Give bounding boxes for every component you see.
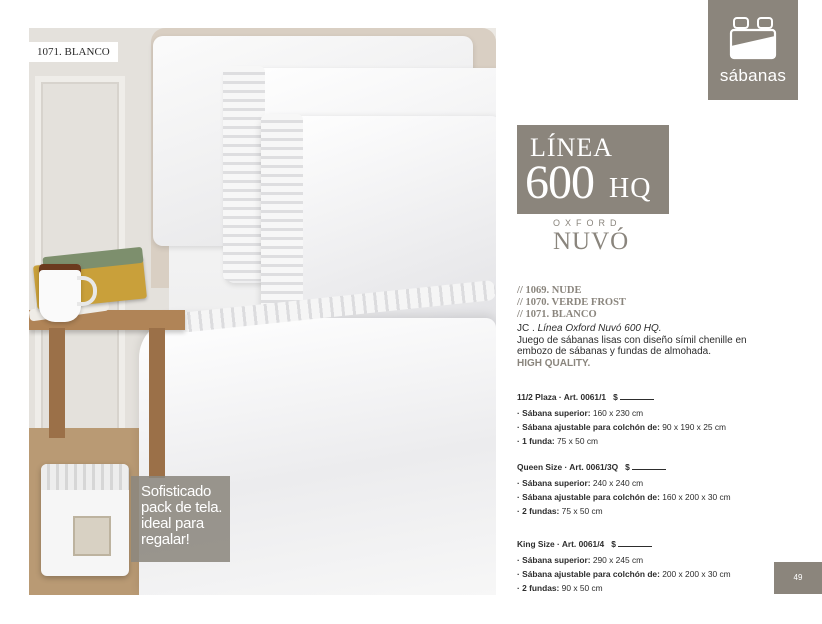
size-line-value: 240 x 240 cm (592, 478, 644, 488)
size-line-label: · 2 fundas: (517, 583, 560, 594)
size-line-label: · Sábana ajustable para colchón de: (517, 569, 660, 580)
category-label: sábanas (719, 66, 787, 85)
size-title: King Size · Art. 0061/4 (517, 539, 605, 549)
size-line-value: 160 x 200 x 30 cm (662, 492, 731, 503)
size-heading (517, 391, 777, 403)
size-line (517, 476, 777, 490)
color-list (517, 285, 626, 321)
promo-line: ideal para (141, 515, 204, 532)
price-currency: $ (611, 539, 616, 549)
size-line (517, 420, 777, 434)
promo-box (131, 476, 230, 562)
photo-color-tag: 1071. BLANCO (29, 42, 118, 62)
size-line-label: · Sábana superior: (517, 478, 591, 488)
nightstand-leg (149, 328, 165, 478)
promo-line: Sofisticado (141, 483, 212, 500)
size-title: Queen Size · Art. 0061/3Q (517, 462, 619, 472)
price-blank (620, 391, 654, 400)
color-item: // 1069. NUDE (517, 285, 582, 296)
color-item: // 1071. BLANCO (517, 309, 597, 320)
size-line (517, 553, 777, 567)
category-tab (708, 0, 798, 100)
promo-line: pack de tela. (141, 499, 223, 516)
price-currency: $ (625, 462, 630, 472)
size-line-value: 75 x 50 cm (557, 436, 598, 447)
promo-line: regalar! (141, 531, 190, 548)
size-line-value: 160 x 230 cm (592, 408, 644, 418)
line-badge (517, 125, 669, 214)
size-line-label: · Sábana ajustable para colchón de: (517, 492, 660, 503)
size-line (517, 490, 777, 504)
tea-cup (39, 264, 81, 322)
size-line-label: · Sábana superior: (517, 408, 591, 418)
pillow-ruffle (261, 114, 303, 329)
size-list (517, 391, 777, 596)
size-line-value: 90 x 50 cm (561, 583, 603, 594)
nightstand-leg (49, 328, 65, 438)
brand-subtitle: OXFORD (553, 218, 622, 228)
size-line-label: · Sábana ajustable para colchón de: (517, 422, 660, 433)
size-line (517, 434, 777, 448)
size-heading (517, 538, 777, 550)
size-line-label: · 2 fundas: (517, 506, 560, 517)
size-line (517, 406, 777, 420)
size-line-value: 200 x 200 x 30 cm (662, 569, 731, 580)
size-block (517, 461, 777, 538)
bed-icon (728, 16, 778, 62)
size-line-value: 75 x 50 cm (561, 506, 603, 517)
pillow-ruffle (223, 66, 265, 281)
product-description (517, 323, 757, 369)
line-number: 600 (525, 156, 594, 209)
size-line-value: 90 x 190 x 25 cm (662, 422, 726, 433)
size-block (517, 391, 777, 461)
price-blank (618, 538, 652, 547)
fabric-pack-label (73, 516, 111, 556)
size-line (517, 504, 777, 518)
size-line (517, 567, 777, 581)
size-line-label: · 1 funda: (517, 436, 555, 447)
size-title: 11/2 Plaza · Art. 0061/1 (517, 392, 607, 402)
description-prefix: JC . (517, 323, 538, 334)
line-suffix: HQ (609, 173, 652, 204)
size-block (517, 538, 777, 596)
size-line (517, 581, 777, 595)
size-line-value: 290 x 245 cm (592, 555, 644, 565)
fabric-pack-ruffle (41, 464, 129, 490)
size-line-label: · Sábana superior: (517, 555, 591, 565)
description-product: Línea Oxford Nuvó 600 HQ. (537, 323, 662, 334)
product-photo (29, 28, 496, 595)
price-blank (632, 461, 666, 470)
line-word: LÍNEA (530, 133, 613, 162)
color-item: // 1070. VERDE FROST (517, 297, 626, 308)
description-tag: HIGH QUALITY. (517, 357, 591, 369)
price-currency: $ (613, 392, 618, 402)
size-heading (517, 461, 777, 473)
brand-title: NUVÓ (553, 228, 630, 255)
page-number: 49 (774, 562, 822, 594)
description-body: Juego de sábanas lisas con diseño símil chenille en embozo de sábanas y fundas de almohada. (517, 334, 747, 357)
